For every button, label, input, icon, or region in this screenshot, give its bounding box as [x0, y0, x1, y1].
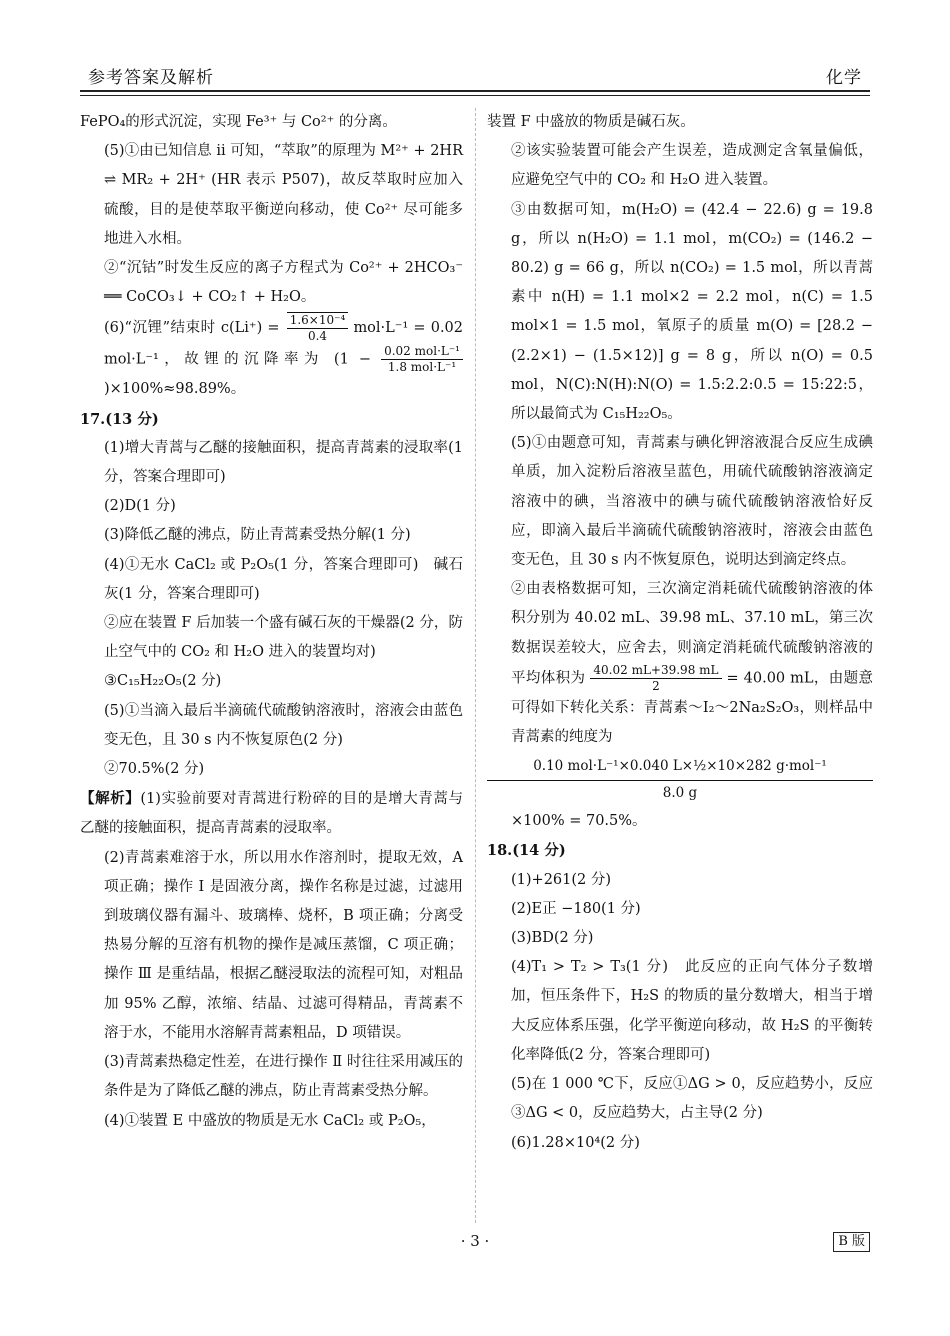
answer-paragraph: (5)①当滴入最后半滴硫代硫酸钠溶液时，溶液会由蓝色变无色，且 30 s 内不恢复原色(2 分): [104, 702, 463, 748]
fraction-denominator: 2: [652, 678, 660, 693]
purity-fraction: [487, 754, 873, 805]
formula-text: ②由表格数据可知，三次滴定消耗硫代硫酸钠溶液的体积分别为 40.02 mL、39.98 mL、37.10 mL，第三次数据误差较大，应舍去，则滴定消耗硫代硫酸钠溶液的平均体积为: [511, 581, 873, 687]
column-divider: [475, 108, 476, 1223]
version-badge: B 版: [833, 1232, 870, 1252]
formula-text: (6)“沉锂”结束时 c(Li⁺) =: [104, 320, 280, 337]
fraction-numerator: 40.02 mL+39.98 mL: [590, 663, 721, 679]
formula-text: ×100% = 70.5%。: [511, 813, 647, 830]
sqrt-expression: [287, 312, 349, 344]
header-rule-thick: [80, 90, 870, 92]
answer-paragraph: (2)E正 −180(1 分): [511, 900, 641, 917]
analysis-paragraph: [80, 784, 463, 843]
analysis-paragraph: (3)青蒿素热稳定性差，在进行操作 Ⅱ 时往往采用减压的条件是为了降低乙醚的沸点，防止青蒿素受热分解。: [104, 1054, 463, 1100]
answer-paragraph: (3)降低乙醚的沸点，防止青蒿素受热分解(1 分): [104, 527, 411, 544]
analysis-paragraph: ②该实验装置可能会产生误差，造成测定含氧量偏低，应避免空气中的 CO₂ 和 H₂O 进入装置。: [511, 143, 873, 189]
analysis-paragraph: ③由数据可知，m(H₂O) = (42.4 − 22.6) g = 19.8 g，所以 n(H₂O) = 1.1 mol，m(CO₂) = (146.2 − 80.2) g = 66 g，所以 n(CO₂) = 1.5 mol，所以青蒿素中 n(H) = 1.1 mol×2 = 2.2 mol，n(C) = 1.5 mol×1 = 1.5 mol，氧原子的质量 m(O) = [28.2 − (2.2×1) − (1.5×12)] g = 8 g，所以 n(O) = 0.5 mol，N(C):N(H):N(O) = 1.5:2.2:0.5 = 15:22:5，所以最简式为 C₁₅H₂₂O₅。: [511, 201, 873, 423]
answer-paragraph: ③C₁₅H₂₂O₅(2 分): [104, 673, 222, 690]
answer-paragraph: (2)D(1 分): [104, 498, 176, 515]
answer-paragraph: (5)①由已知信息 ⅱ 可知，“萃取”的原理为 M²⁺ + 2HR ⇌ MR₂ + 2H⁺ (HR 表示 P507)，故反萃取时应加入硫酸，目的是使萃取平衡逆向移动，使 Co²⁺ 尽可能多地进入水相。: [104, 143, 463, 247]
analysis-paragraph: 装置 F 中盛放的物质是碱石灰。: [487, 114, 695, 130]
answer-paragraph: ②70.5%(2 分): [104, 761, 205, 778]
answer-paragraph: ②“沉钴”时发生反应的离子方程式为 Co²⁺ + 2HCO₃⁻ ══ CoCO₃↓ + CO₂↑ + H₂O。: [104, 260, 463, 306]
fraction-numerator: 0.02 mol·L⁻¹: [381, 344, 463, 360]
header-title: 参考答案及解析: [88, 68, 214, 88]
answer-paragraph: (4)①无水 CaCl₂ 或 P₂O₅(1 分，答案合理即可) 碱石灰(1 分，答案合理即可): [104, 556, 463, 602]
analysis-tag: 【解析】: [80, 790, 141, 808]
page-number: · 3 ·: [460, 1232, 490, 1250]
fraction-denominator: 1.8 mol·L⁻¹: [387, 360, 457, 375]
question-number: 18.(14 分): [487, 842, 566, 860]
analysis-paragraph-formula: [487, 575, 873, 752]
question-number: 17.(13 分): [80, 410, 159, 428]
answer-paragraph: (6)1.28×10⁴(2 分): [511, 1134, 640, 1151]
answer-paragraph: (4)T₁ > T₂ > T₃(1 分) 此反应的正向气体分子数增加，恒压条件下，H₂S 的物质的量分数增大，相当于增大反应体系压强，化学平衡逆向移动，故 H₂S 的平衡转化率降低(2 分，答案合理即可): [511, 959, 873, 1063]
left-column: [80, 108, 463, 1136]
answer-paragraph: ②应在装置 F 后加装一个盛有碱石灰的干燥器(2 分，防止空气中的 CO₂ 和 H₂O 进入的装置均对): [104, 615, 463, 661]
fraction: [381, 344, 463, 375]
answer-paragraph: FePO₄的形式沉淀，实现 Fe³⁺ 与 Co²⁺ 的分离。: [80, 114, 397, 130]
fraction: [590, 663, 721, 694]
right-column: [487, 108, 873, 1158]
fraction-numerator: 0.10 mol·L⁻¹×0.040 L×½×10×282 g·mol⁻¹: [487, 754, 873, 781]
answer-paragraph: (1)+261(2 分): [511, 871, 612, 888]
analysis-paragraph: (4)①装置 E 中盛放的物质是无水 CaCl₂ 或 P₂O₅，: [104, 1112, 436, 1129]
header-subject: 化学: [826, 68, 862, 88]
fraction-denominator: 8.0 g: [662, 785, 698, 802]
analysis-text: (1)实验前要对青蒿进行粉碎的目的是增大青蒿与乙醚的接触面积，提高青蒿素的浸取率。: [80, 791, 464, 837]
formula-text: = 40.00 mL，由题意可得如下转化关系：青蒿素～I₂～2Na₂S₂O₃，则样品中青蒿素的纯度为: [511, 670, 874, 746]
answer-paragraph: (1)增大青蒿与乙醚的接触面积，提高青蒿素的浸取率(1 分，答案合理即可): [104, 439, 463, 486]
header-rule-thin: [80, 95, 870, 96]
answer-paragraph: (5)在 1 000 ℃下，反应①ΔG > 0，反应趋势小，反应③ΔG < 0，反应趋势大，占主导(2 分): [511, 1076, 873, 1122]
formula-text: )×100%≈98.89%。: [104, 381, 246, 398]
analysis-paragraph: (5)①由题意可知，青蒿素与碘化钾溶液混合反应生成碘单质，加入淀粉后溶液呈蓝色，用硫代硫酸钠溶液滴定溶液中的碘，当溶液中的碘与硫代硫酸钠溶液恰好反应，即滴入最后半滴硫代硫酸钠溶液时，溶液会由蓝色变无色，且 30 s 内不恢复原色，说明达到滴定终点。: [511, 435, 873, 569]
answer-paragraph-formula: [80, 312, 463, 404]
formula-text: mol·L⁻¹ = 0.02 mol·L⁻¹，故锂的沉降率为 (1 −: [104, 320, 464, 368]
fraction-denominator: 0.4: [307, 329, 328, 344]
analysis-paragraph: (2)青蒿素难溶于水，所以用水作溶剂时，提取无效，A 项正确；操作 Ⅰ 是固液分离，操作名称是过滤，过滤用到玻璃仪器有漏斗、玻璃棒、烧杯，B 项正确；分离受热易分解的互溶有机物的操作是减压蒸馏，C 项正确；操作 Ⅲ 是重结晶，根据乙醚浸取法的流程可知，对粗品加 95% 乙醇，浓缩、结晶、过滤可得精品，青蒿素不溶于水，不能用水溶解青蒿素粗品，D 项错误。: [104, 849, 463, 1041]
fraction-numerator: 1.6×10⁻⁴: [287, 313, 349, 329]
answer-paragraph: (3)BD(2 分): [511, 930, 594, 947]
